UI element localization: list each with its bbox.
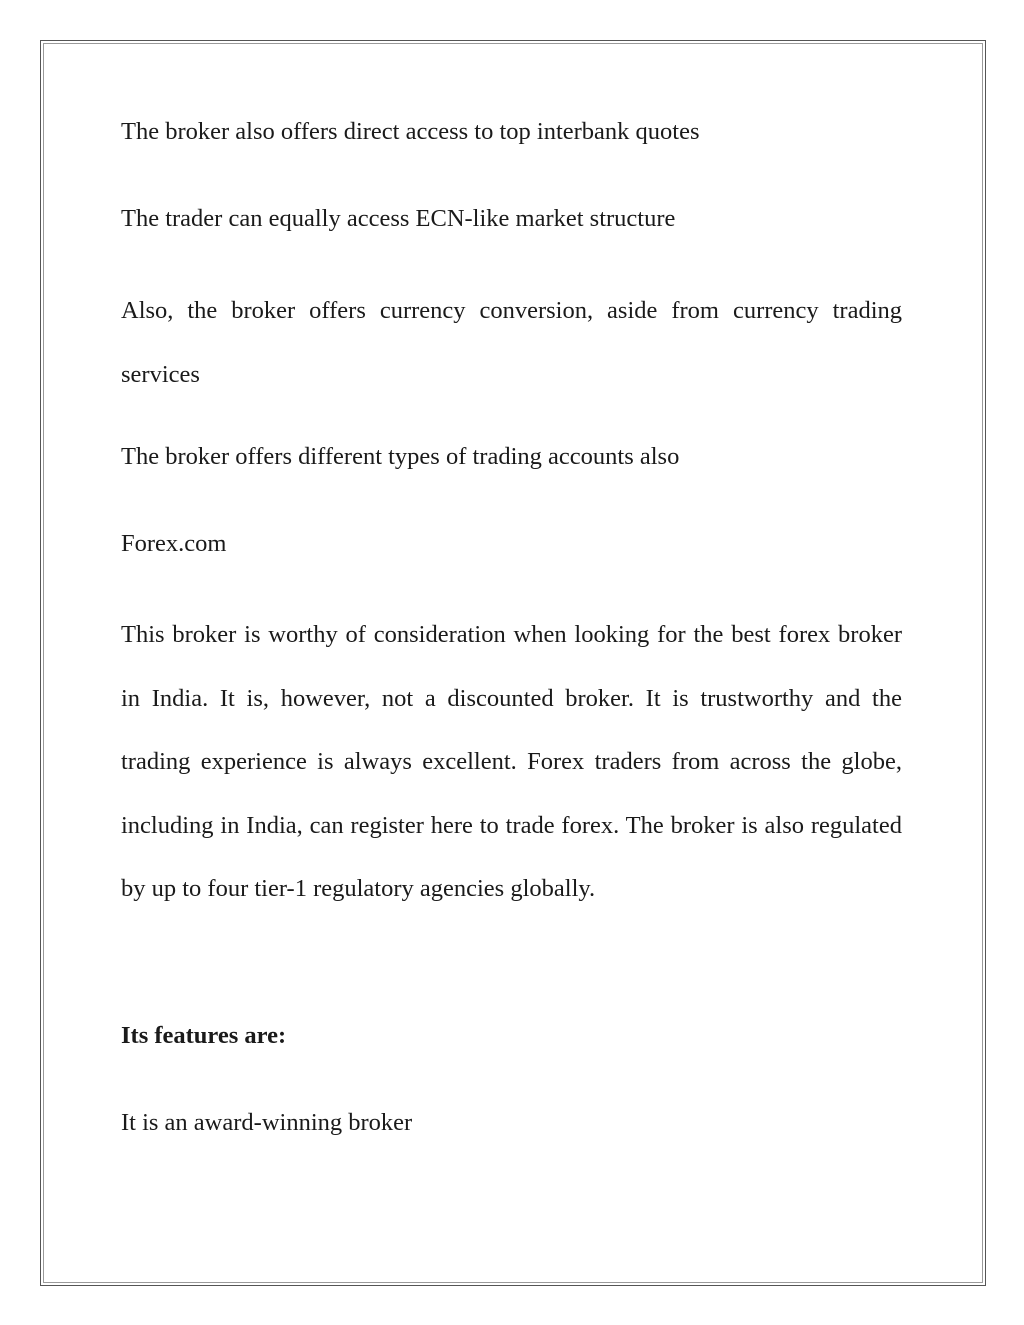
line-account-types: The broker offers different types of trading accounts also <box>121 443 680 470</box>
line-ecn-market: The trader can equally access ECN-like market structure <box>121 205 676 232</box>
section-title-forex-com: Forex.com <box>121 530 227 557</box>
line-interbank-quotes: The broker also offers direct access to top interbank quotes <box>121 118 700 145</box>
features-heading: Its features are: <box>121 1022 287 1049</box>
paragraph-forex-com-description: This broker is worthy of consideration when looking for the best forex broker in India. It is, however, not a discounted broker. It is trustworthy and the trading experience is always excellent. Forex traders from across the globe, including in India, can register here to trade forex. The broker is also regulated by up to four tier-1 regulatory agencies globally. <box>121 621 902 902</box>
paragraph-currency-conversion: Also, the broker offers currency conversion, aside from currency trading services <box>121 297 902 388</box>
line-award-winning: It is an award-winning broker <box>121 1109 413 1136</box>
